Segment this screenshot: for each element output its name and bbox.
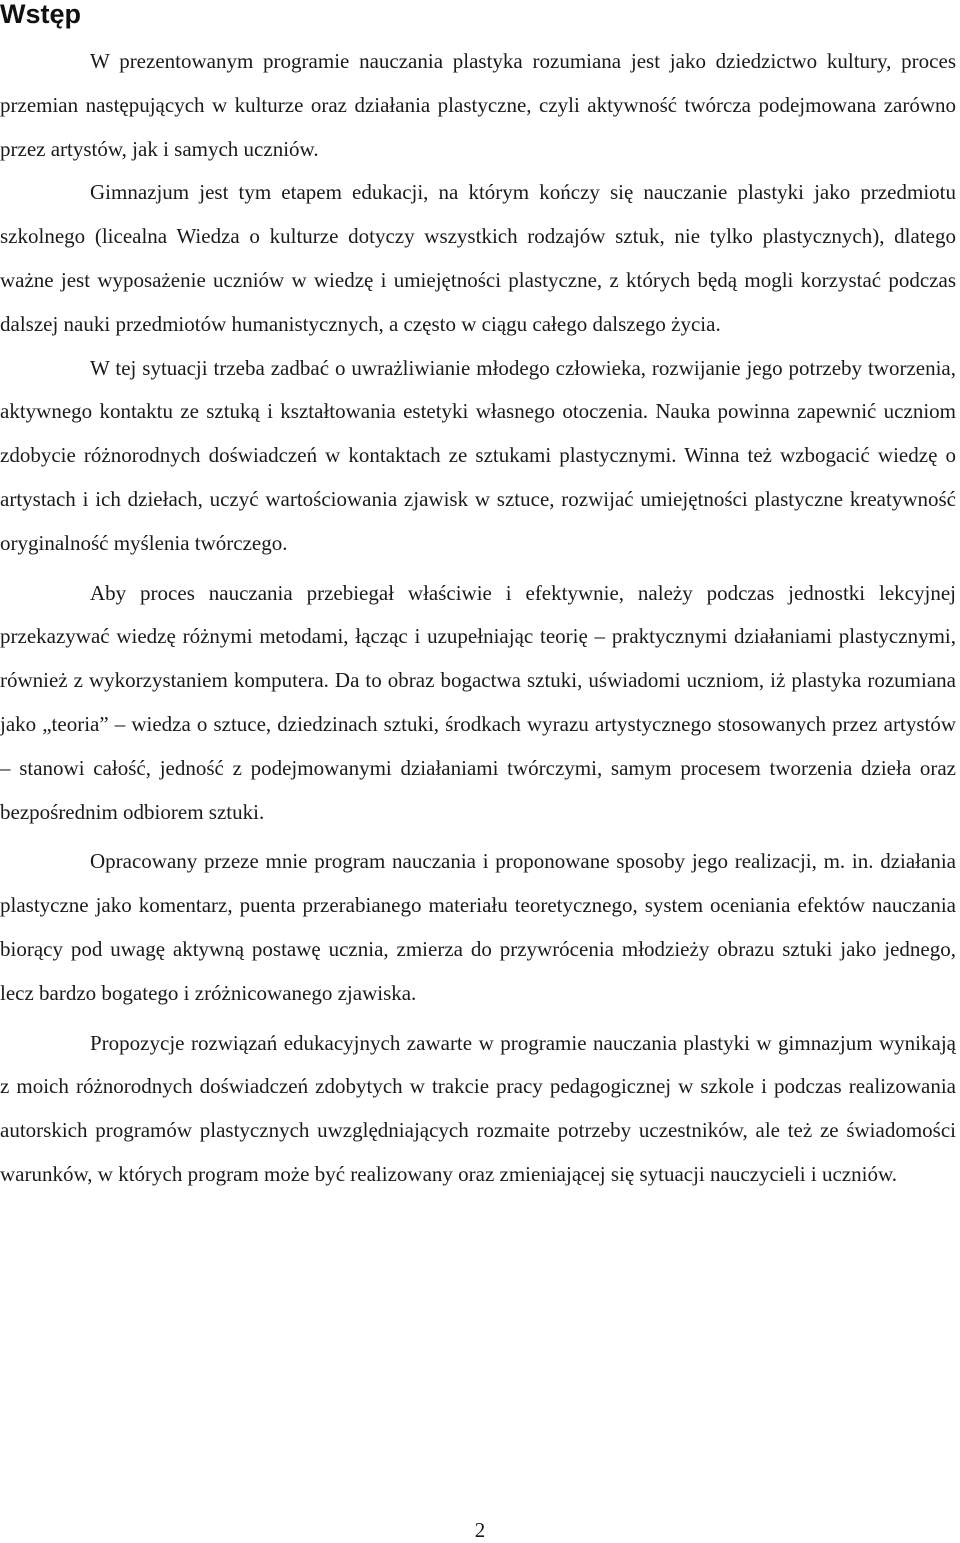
paragraph-1: W prezentowanym programie nauczania plastyka rozumiana jest jako dziedzictwo kultury, proces przemian następujących w kulturze oraz działania plastyczne, czyli aktywność twórcza podejmowana zarówno przez artystów, jak i samych uczniów. bbox=[0, 49, 956, 161]
paragraph-6: Propozycje rozwiązań edukacyjnych zawarte w programie nauczania plastyki w gimnazjum wynikają z moich różnorodnych doświadczeń zdobytych w trakcie pracy pedagogicznej w szkole i podczas realizowania autorskich programów plastycznych uwzględniających rozmaite potrzeby uczestników, ale też ze świadomości warunków, w których program może być realizowany oraz zmieniającej się sytuacji nauczycieli i uczniów. bbox=[0, 1030, 956, 1186]
body-text bbox=[0, 40, 956, 1197]
paragraph-4: Aby proces nauczania przebiegał właściwie i efektywnie, należy podczas jednostki lekcyjnej przekazywać wiedzę różnymi metodami, łącząc i uzupełniając teorię – praktycznymi działaniami plastycznymi, również z wykorzystaniem komputera. Da to obraz bogactwa sztuki, uświadomi uczniom, iż plastyka rozumiana jako „teoria” – wiedza o sztuce, dziedzinach sztuki, środkach wyrazu artystycznego stosowanych przez artystów – stanowi całość, jedność z podejmowanymi działaniami twórczymi, samym procesem tworzenia dzieła oraz bezpośrednim odbiorem sztuki. bbox=[0, 580, 956, 824]
section-heading: Wstęp bbox=[0, 0, 81, 29]
paragraph-2: Gimnazjum jest tym etapem edukacji, na którym kończy się nauczanie plastyki jako przedmiotu szkolnego (licealna Wiedza o kulturze dotyczy wszystkich rodzajów sztuk, nie tylko plastycznych), dlatego ważne jest wyposażenie uczniów w wiedzę i umiejętności plastyczne, z których będą mogli korzystać podczas dalszej nauki przedmiotów humanistycznych, a często w ciągu całego dalszego życia. bbox=[0, 180, 956, 336]
paragraph-3: W tej sytuacji trzeba zadbać o uwrażliwianie młodego człowieka, rozwijanie jego potrzeby tworzenia, aktywnego kontaktu ze sztuką i kształtowania estetyki własnego otoczenia. Nauka powinna zapewnić uczniom zdobycie różnorodnych doświadczeń w kontaktach ze sztukami plastycznymi. Winna też wzbogacić wiedzę o artystach i ich dziełach, uczyć wartościowania zjawisk w sztuce, rozwijać umiejętności plastyczne kreatywność oryginalność myślenia twórczego. bbox=[0, 355, 956, 555]
page-number: 2 bbox=[474, 1518, 486, 1542]
paragraph-5: Opracowany przeze mnie program nauczania i proponowane sposoby jego realizacji, m. in. działania plastyczne jako komentarz, puenta przerabianego materiału teoretycznego, system oceniania efektów nauczania biorący pod uwagę aktywną postawę ucznia, zmierza do przywrócenia młodzieży obrazu sztuki jako jednego, lecz bardzo bogatego i zróżnicowanego zjawiska. bbox=[0, 849, 956, 1005]
